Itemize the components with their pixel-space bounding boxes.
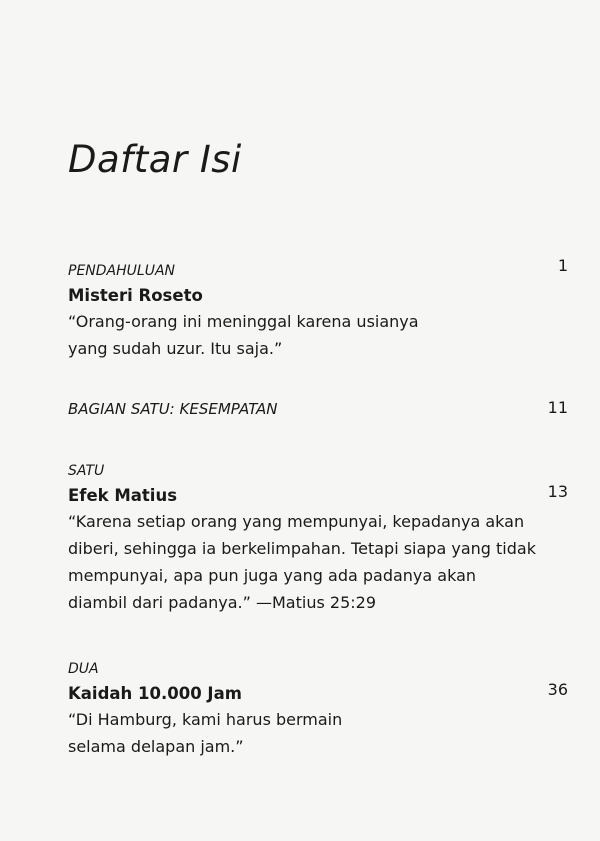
page-number: 13	[547, 482, 568, 501]
chapter-epigraph: “Di Hamburg, kami harus bermain selama delapan jam.”	[68, 710, 343, 756]
page-number: 11	[547, 398, 568, 417]
page-number: 1	[557, 256, 568, 275]
chapter-label: SATU	[68, 463, 105, 479]
section-label: PENDAHULUAN	[68, 263, 175, 279]
chapter-epigraph: “Karena setiap orang yang mempunyai, kepadanya akan diberi, sehingga ia berkelimpahan. Tetapi siapa yang tidak mempunyai, apa pun juga yang ada padanya akan diambil dari padanya.” —Matius 25:29	[68, 512, 536, 612]
toc-entry-chapter-one	[68, 462, 568, 616]
toc-entry-intro	[68, 262, 568, 362]
page-number: 36	[547, 680, 568, 699]
toc-entry-chapter-two	[68, 660, 568, 760]
chapter-label: DUA	[68, 661, 99, 677]
part-label: BAGIAN SATU: KESEMPATAN	[68, 400, 278, 418]
chapter-title: Efek Matius	[68, 486, 178, 505]
chapter-title: Misteri Roseto	[68, 286, 203, 305]
toc-entry-part-one	[68, 399, 568, 419]
chapter-title: Kaidah 10.000 Jam	[68, 684, 242, 703]
page-title: Daftar Isi	[68, 138, 242, 181]
chapter-epigraph: “Orang-orang ini meninggal karena usianya yang sudah uzur. Itu saja.”	[68, 312, 419, 358]
